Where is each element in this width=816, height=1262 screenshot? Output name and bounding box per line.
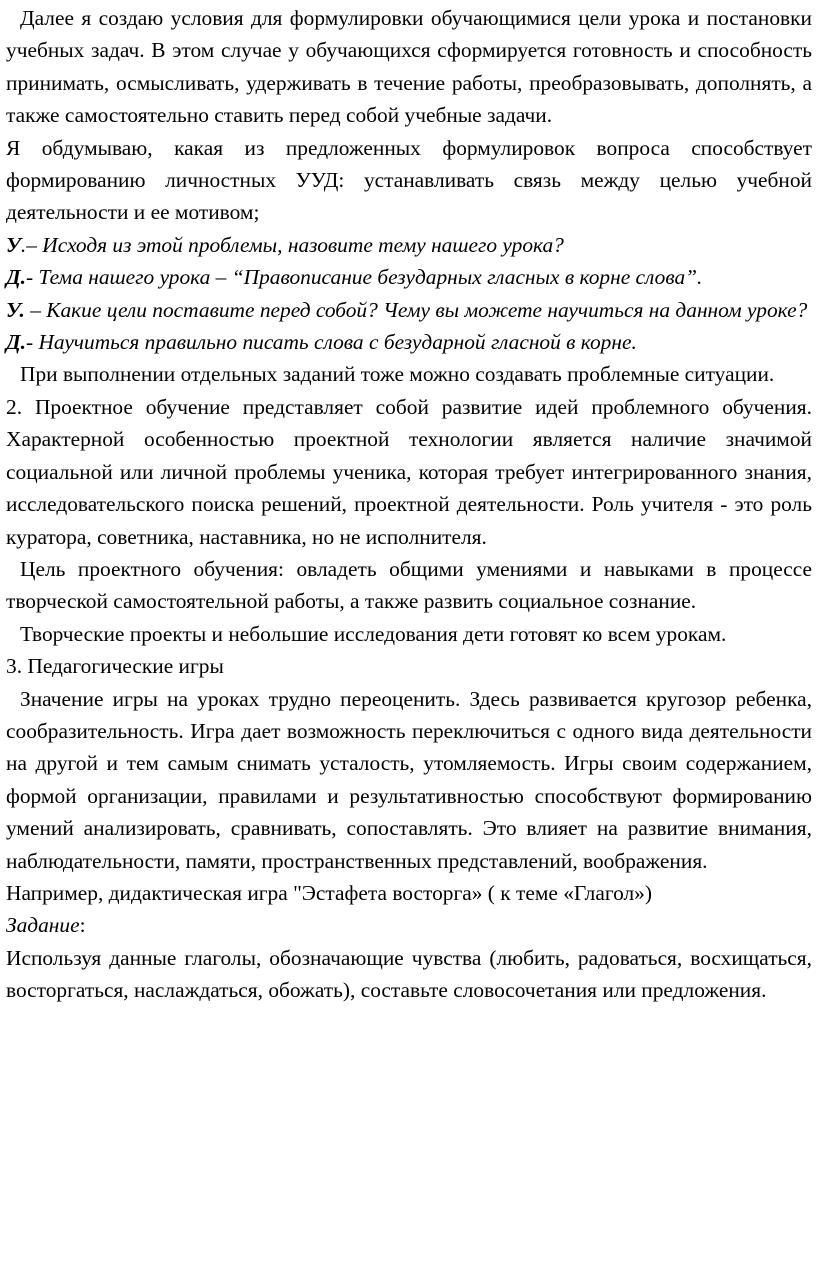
paragraph-project-goal: Цель проектного обучения: овладеть общими умениями и навыками в процессе творческой самостоятельной работы, а также развить социальное сознание. — [6, 556, 812, 614]
task-label: Задание — [6, 913, 80, 938]
paragraph-personal-uud: Я обдумываю, какая из предложенных формулировок вопроса способствует формированию личностных УУД: устанавливать связь между целью учебной деятельности и ее мотивом; — [6, 135, 812, 225]
dialog-text: Тема нашего урока – “Правописание безударных гласных в корне слова”. — [38, 265, 703, 290]
task-label-line — [6, 909, 812, 941]
dialog-line-4 — [6, 326, 812, 358]
paragraph-goal-formulation: Далее я создаю условия для формулировки обучающимися цели урока и постановки учебных задач. В этом случае у обучающихся сформируется готовность и способность принимать, осмысливать, удерживать в течение работы, преобразовывать, дополнять, а также самостоятельно ставить перед собой учебные задачи. — [6, 6, 812, 128]
dialog-line-2 — [6, 261, 812, 293]
paragraph-games-value: Значение игры на уроках трудно переоценить. Здесь развивается кругозор ребенка, сообразительность. Игра дает возможность переключиться с одного вида деятельности на другой и тем самым снимать усталость, утомляемость. Игры своим содержанием, формой организации, правилами и результативностью способствуют формированию умений анализировать, сравнивать, сопоставлять. Это влияет на развитие внимания, наблюдательности, памяти, пространственных представлений, воображения. — [6, 686, 812, 873]
dialog-speaker: У. — [6, 297, 25, 322]
dialog-text: Исходя из этой проблемы, назовите тему нашего урока? — [42, 232, 564, 257]
task-colon: : — [79, 913, 86, 938]
dialog-separator: - — [25, 330, 39, 355]
dialog-text: Научиться правильно писать слова с безударной гласной в корне. — [38, 330, 637, 355]
dialog-separator: .– — [20, 232, 43, 257]
paragraph-game-example: Например, дидактическая игра "Эстафета восторга» ( к теме «Глагол») — [6, 880, 652, 905]
dialog-speaker: Д. — [6, 265, 26, 290]
dialog-line-1 — [6, 229, 812, 261]
section-heading-games: 3. Педагогические игры — [6, 654, 224, 679]
paragraph-problem-situations: При выполнении отдельных заданий тоже можно создавать проблемные ситуации. — [20, 362, 775, 387]
document-page — [6, 2, 812, 1007]
paragraph-task-text: Используя данные глаголы, обозначающие чувства (любить, радоваться, восхищаться, восторгаться, наслаждаться, обожать), составьте словосочетания или предложения. — [6, 945, 812, 1003]
dialog-separator: - — [25, 265, 39, 290]
dialog-line-3 — [6, 294, 812, 326]
paragraph-project-learning: 2. Проектное обучение представляет собой развитие идей проблемного обучения. Характерной особенностью проектной технологии является наличие значимой социальной или личной проблемы ученика, которая требует интегрированного знания, исследовательского поиска решений, проектной деятельности. Роль учителя - это роль куратора, советника, наставника, но не исполнителя. — [6, 394, 812, 549]
dialog-text: Какие цели поставите перед собой? Чему вы можете научиться на данном уроке? — [46, 297, 808, 322]
dialog-speaker: Д. — [6, 330, 26, 355]
dialog-separator: – — [24, 297, 47, 322]
dialog-speaker: У — [6, 232, 21, 257]
paragraph-creative-projects: Творческие проекты и небольшие исследования дети готовят ко всем урокам. — [20, 621, 727, 646]
